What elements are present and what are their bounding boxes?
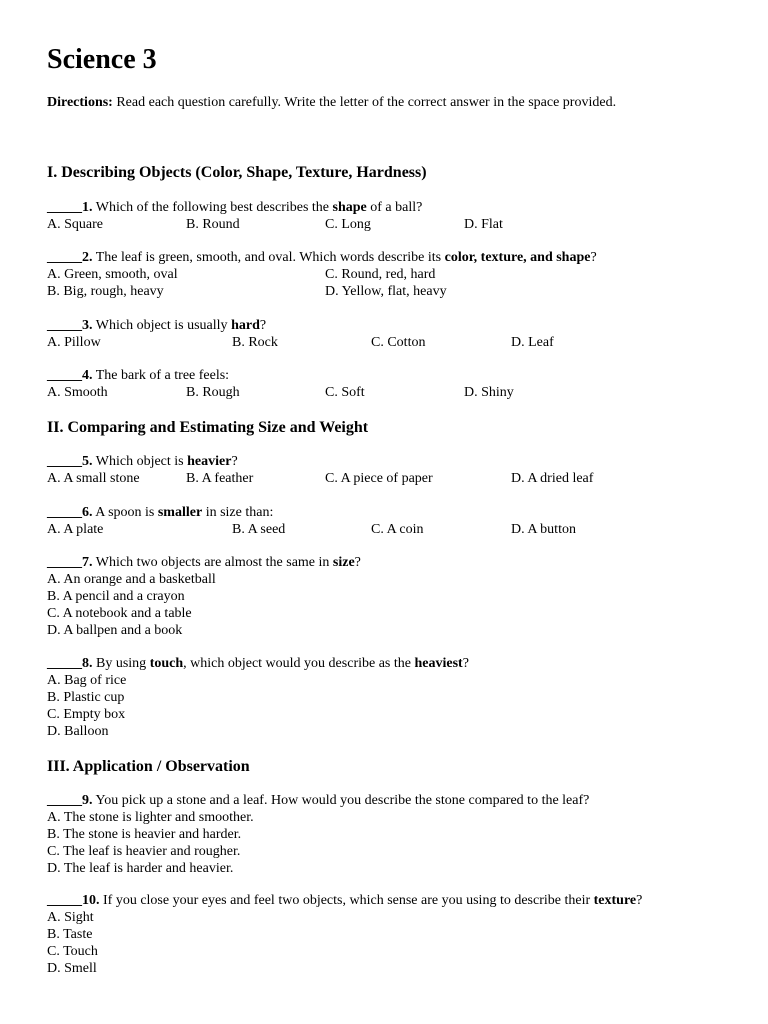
question-stem [47, 367, 737, 384]
stem-text: ? [354, 555, 361, 570]
keyword: hard [231, 318, 260, 333]
question-item [47, 199, 737, 233]
question-number [47, 505, 93, 520]
answer-option: C. Soft [325, 385, 365, 400]
answer-option: A. Green, smooth, oval [47, 267, 178, 282]
answer-option: D. A button [511, 522, 576, 537]
answer-option: B. Big, rough, heavy [47, 284, 164, 299]
answer-blank: _____ [47, 505, 82, 520]
options-row [47, 216, 737, 233]
answer-option: A. An orange and a basketball [47, 572, 216, 587]
answer-option: D. Balloon [47, 724, 109, 739]
answer-option: C. Round, red, hard [325, 267, 436, 282]
answer-option: A. The stone is lighter and smoother. [47, 810, 254, 825]
number-text: 1. [82, 200, 93, 215]
answer-option: C. A piece of paper [325, 471, 433, 486]
number-text: 5. [82, 454, 93, 469]
number-text: 6. [82, 505, 93, 520]
answer-option: C. A notebook and a table [47, 606, 192, 621]
keyword: size [332, 555, 355, 570]
question-number [47, 656, 93, 671]
stem-text: of a ball? [366, 200, 423, 215]
stem-text: You pick up a stone and a leaf. How would you describe the stone compared to the leaf? [92, 793, 590, 808]
directions-label: Directions: [47, 95, 113, 110]
question-number [47, 318, 93, 333]
answer-blank: _____ [47, 454, 82, 469]
answer-option: B. Round [186, 217, 240, 232]
keyword: heavier [187, 454, 232, 469]
question-item [47, 504, 737, 538]
answer-blank: _____ [47, 200, 82, 215]
question-stem [47, 317, 737, 334]
question-stem [47, 249, 737, 266]
answer-option: D. A ballpen and a book [47, 623, 183, 638]
question-item [47, 317, 737, 351]
keyword: color, texture, and shape [444, 250, 591, 265]
answer-blank: _____ [47, 250, 82, 265]
options-list [47, 672, 737, 740]
keyword: touch [149, 656, 184, 671]
answer-option: B. The stone is heavier and harder. [47, 827, 242, 842]
answer-blank: _____ [47, 656, 82, 671]
answer-option: D. Yellow, flat, heavy [325, 284, 447, 299]
keyword: texture [593, 893, 637, 908]
answer-option: B. A feather [186, 471, 254, 486]
keyword: smaller [157, 505, 203, 520]
stem-text: Which object is usually [92, 318, 232, 333]
answer-blank: _____ [47, 893, 82, 908]
answer-option: A. A plate [47, 522, 104, 537]
answer-option: C. A coin [371, 522, 424, 537]
stem-text: ? [462, 656, 469, 671]
question-item [47, 892, 737, 977]
section-heading: III. Application / Observation [47, 758, 250, 775]
number-text: 9. [82, 793, 93, 808]
number-text: 8. [82, 656, 93, 671]
answer-option: A. Smooth [47, 385, 108, 400]
number-text: 7. [82, 555, 93, 570]
stem-text: Which of the following best describes the [92, 200, 333, 215]
page-title: Science 3 [47, 44, 157, 75]
keyword: heaviest [414, 656, 463, 671]
question-item [47, 792, 737, 877]
stem-text: Which object is [92, 454, 188, 469]
question-item [47, 367, 737, 401]
directions [47, 94, 616, 111]
answer-option: D. Smell [47, 961, 97, 976]
question-item [47, 249, 737, 300]
number-text: 2. [82, 250, 93, 265]
question-stem [47, 792, 737, 809]
number-text: 10. [82, 893, 100, 908]
answer-option: D. Flat [464, 217, 503, 232]
answer-option: B. Rock [232, 335, 278, 350]
answer-option: D. Shiny [464, 385, 514, 400]
section-heading: I. Describing Objects (Color, Shape, Texture, Hardness) [47, 164, 427, 181]
question-stem [47, 655, 737, 672]
question-item [47, 655, 737, 740]
answer-option: D. A dried leaf [511, 471, 594, 486]
question-number [47, 250, 93, 265]
stem-text: The bark of a tree feels: [92, 368, 230, 383]
question-number [47, 893, 100, 908]
number-text: 4. [82, 368, 93, 383]
question-number [47, 200, 93, 215]
options-list [47, 909, 737, 977]
answer-option: C. Empty box [47, 707, 126, 722]
stem-text: By using [92, 656, 150, 671]
answer-option: D. The leaf is harder and heavier. [47, 861, 234, 876]
number-text: 3. [82, 318, 93, 333]
options-list [47, 571, 737, 639]
options-row [47, 470, 737, 487]
answer-option: C. Touch [47, 944, 98, 959]
question-item [47, 554, 737, 639]
question-stem [47, 504, 737, 521]
directions-text: Read each question carefully. Write the letter of the correct answer in the space provided. [112, 95, 617, 110]
question-number [47, 454, 93, 469]
answer-option: B. Plastic cup [47, 690, 125, 705]
answer-option: D. Leaf [511, 335, 554, 350]
question-stem [47, 199, 737, 216]
question-stem [47, 453, 737, 470]
keyword: shape [332, 200, 367, 215]
answer-option: B. Rough [186, 385, 240, 400]
options-row [47, 334, 737, 351]
stem-text: ? [259, 318, 267, 333]
stem-text: in size than: [202, 505, 274, 520]
stem-text: ? [231, 454, 238, 469]
question-number [47, 555, 93, 570]
options-list [47, 809, 737, 877]
stem-text: ? [590, 250, 597, 265]
stem-text: , which object would you describe as the [183, 656, 415, 671]
answer-blank: _____ [47, 793, 82, 808]
answer-option: A. Pillow [47, 335, 101, 350]
answer-option: C. Long [325, 217, 371, 232]
options-row [47, 521, 737, 538]
answer-option: C. Cotton [371, 335, 426, 350]
stem-text: The leaf is green, smooth, and oval. Which words describe its [92, 250, 445, 265]
stem-text: A spoon is [92, 505, 158, 520]
options-row [47, 283, 737, 300]
stem-text: If you close your eyes and feel two objects, which sense are you using to describe their [99, 893, 594, 908]
answer-option: B. A pencil and a crayon [47, 589, 185, 604]
question-item [47, 453, 737, 487]
options-row [47, 384, 737, 401]
options-row [47, 266, 737, 283]
answer-option: B. A seed [232, 522, 286, 537]
answer-option: A. Sight [47, 910, 94, 925]
question-stem [47, 554, 737, 571]
answer-blank: _____ [47, 555, 82, 570]
question-number [47, 368, 93, 383]
stem-text: ? [636, 893, 643, 908]
question-number [47, 793, 93, 808]
stem-text: Which two objects are almost the same in [92, 555, 333, 570]
answer-option: A. Square [47, 217, 103, 232]
answer-blank: _____ [47, 368, 82, 383]
answer-option: A. A small stone [47, 471, 140, 486]
answer-blank: _____ [47, 318, 82, 333]
answer-option: B. Taste [47, 927, 93, 942]
question-stem [47, 892, 737, 909]
answer-option: A. Bag of rice [47, 673, 127, 688]
answer-option: C. The leaf is heavier and rougher. [47, 844, 241, 859]
section-heading: II. Comparing and Estimating Size and Weight [47, 419, 369, 436]
